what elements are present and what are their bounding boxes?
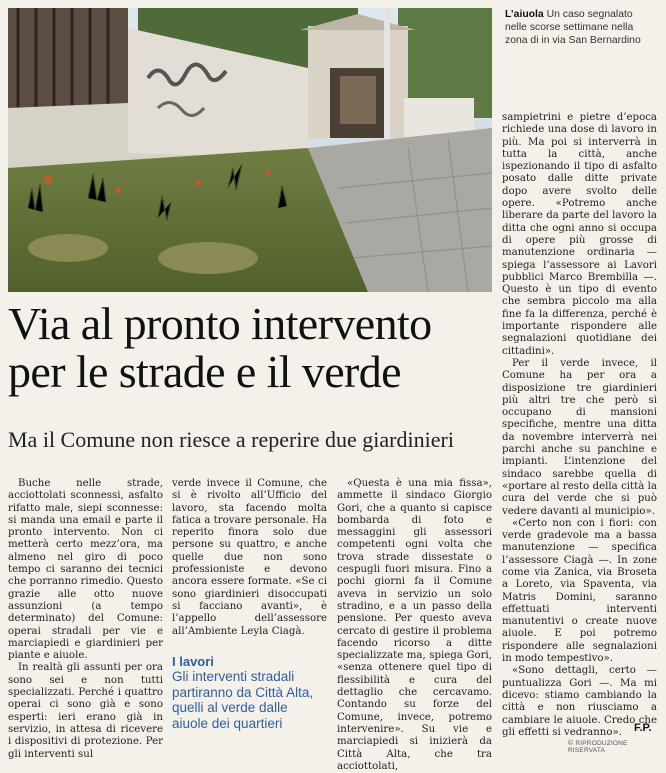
article-column-1 — [8, 478, 163, 761]
subheadline: Ma il Comune non riesce a reperire due giardinieri — [8, 427, 454, 452]
paragraph: Per il verde invece, il Comune ha per ora a disposizione tre giardinieri più altri tre che però si occupano di mansioni specifiche, mentre una ditta da novembre interverrà nei parchi anche su panchine e impianti. L’intenzione del sindaco sarebbe quella di «portare al resto della città la cura del verde che si può vedere davanti al municipio». — [502, 357, 657, 517]
article-column-2 — [172, 478, 327, 638]
caption-lead: L’aiuola — [505, 9, 544, 20]
article-column-3 — [337, 478, 492, 773]
photo-illustration — [8, 8, 492, 292]
author-signature: F.P. — [634, 722, 652, 734]
paragraph: «Sono dettagli, certo — puntualizza Gori —. Ma mi dicevo: stiamo cambiando la città e non riusciamo a cambiare le aiuole. Credo che gli effetti si vedranno». — [502, 665, 657, 738]
photo-caption — [505, 8, 657, 48]
paragraph: In realtà gli assunti per ora sono sei e non tutti specializzati. Perché i quattro operai ci sono già e sono esperti: ieri erano già in servizio, in attesa di ricevere i dispositivi di protezione. Per gli interventi sul — [8, 662, 163, 760]
reproduction-text: RIPRODUZIONE RISERVATA — [568, 740, 628, 754]
article-column-4 — [502, 112, 657, 739]
paragraph: verde invece il Comune, che si è rivolto all’Ufficio del lavoro, sta facendo molta fatica a trovare personale. Ha reperito finora solo due persone su quattro, e anche quelle due non sono professioniste e devono ancora essere formate. «Se ci sono giardinieri disoccupati si facciano avanti», è l’appello dell’assessore all’Ambiente Leyla Ciagà. — [172, 478, 327, 637]
headline: Via al pronto intervento per le strade e il verde — [8, 298, 432, 397]
sidebox-label: I lavori — [172, 654, 214, 669]
paragraph: Buche nelle strade, acciottolati sconnessi, asfalto rifatto male, siepi sconnesse: si manda una email e parte il pronto intervento. Non ci metterà certo mezz’ora, ma almeno nel giro di poco tempo ci saranno dei tecnici che porranno rimedio. Questo grazie alle otto nuove assunzioni (a tempo determinato) del Comune: operai stradali per vie e marciapiedi e giardinieri per piante e aiuole. — [8, 478, 163, 662]
news-photo — [8, 8, 492, 292]
paragraph: sampietrini e pietre d’epoca richiede una dose di lavoro in più. Ma poi si interverrà in tutta la città, anche ispezionando il tipo di asfalto posato dalle ditte private dopo avere svolto delle opere. «Potremo anche liberare da parte del lavoro la ditta che ogni anno si occupa di opere più grosse di manutenzione ordinaria — spiega l’assessore ai Lavori pubblici Marco Brembilla —. Questo è un tipo di evento che sembra piccolo ma alla fine fa la differenza, perché è importante rispondere alle segnalazioni quotidiane dei cittadini». — [502, 112, 657, 357]
caption-text: Un caso segnalato nelle scorse settimane nella zona di in via San Bernardino — [505, 9, 641, 47]
sidebox — [172, 654, 327, 731]
sidebox-text: Gli interventi stradali partiranno da Città Alta, quelli al verde dalle aiuole dei quartieri — [172, 669, 314, 731]
reproduction-notice — [568, 740, 666, 754]
paragraph: «Questa è una mia fissa», ammette il sindaco Giorgio Gori, che a quanto si capisce bombarda di foto e messaggini gli assessori competenti ogni volta che trova strade dissestate o cespugli fuori misura. Fino a pochi giorni fa il Comune aveva in servizio un solo stradino, e a un passo della pensione. Per questo aveva cercato di gestire il problema facendo ricorso a ditte specializzate ma, spiega Gori, «senza ottenere quel tipo di flessibilità e cura del dettaglio che cercavamo. Contando su forze del Comune, invece, potremo intervenire». Su vie e marciapiedi si inizierà da Città Alta, che tra acciottolati, — [337, 478, 492, 772]
paragraph: «Certo non con i fiori: con verde gradevole ma a bassa manutenzione — specifica l’assessore Ciagà —. In zone come via Zanica, via Broseta a Loreto, via Spaventa, via Matris Domini, saranno effettuati interventi manutentivi o create nuove aiuole. E poi potremo rispondere alle segnalazioni in modo tempestivo». — [502, 517, 657, 665]
copyright-icon: © — [568, 740, 574, 747]
